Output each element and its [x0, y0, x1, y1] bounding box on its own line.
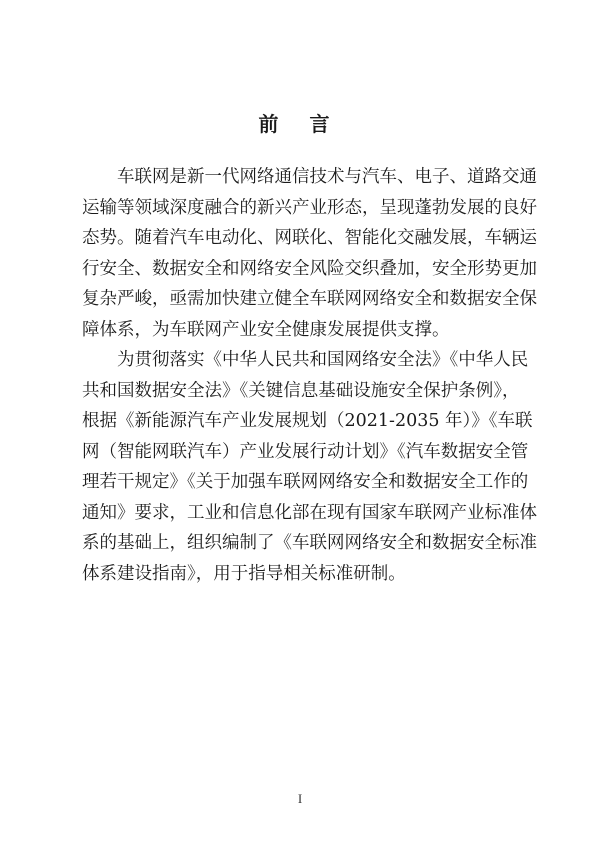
- page-number: I: [297, 791, 303, 806]
- text-line: 为贯彻落实《中华人民共和国网络安全法》《中华人民: [117, 350, 529, 370]
- text-line: 共和国数据安全法》《关键信息基础设施安全保护条例》，: [82, 380, 520, 401]
- text-line: 行安全、数据安全和网络安全风险交织叠加，安全形势更加: [82, 258, 537, 279]
- text-line: 理若干规定》《关于加强车联网网络安全和数据安全工作的: [82, 472, 529, 492]
- text-line: 根据《新能源汽车产业发展规划（2021-2035 年）》《车联: [82, 411, 533, 431]
- text-line: 车联网是新一代网络通信技术与汽车、电子、道路交通: [117, 167, 537, 187]
- body-text: [82, 162, 537, 589]
- text-line: 运输等领域深度融合的新兴产业形态，呈现蓬勃发展的良好: [82, 197, 537, 218]
- paragraph-1: [82, 162, 537, 345]
- text-line: 系的基础上，组织编制了《车联网网络安全和数据安全标准: [82, 533, 537, 553]
- text-line: 通知》要求，工业和信息化部在现有国家车联网产业标准体: [82, 502, 537, 523]
- text-line: 障体系，为车联网产业安全健康发展提供支撑。: [82, 319, 450, 340]
- page-title: 前 言: [258, 112, 342, 136]
- text-line: 态势。随着汽车电动化、网联化、智能化交融发展，车辆运: [82, 228, 537, 248]
- paragraph-2: [82, 345, 537, 589]
- text-line: 复杂严峻，亟需加快建立健全车联网网络安全和数据安全保: [82, 289, 537, 309]
- text-line: 体系建设指南》，用于指导相关标准研制。: [82, 563, 406, 584]
- text-line: 网（智能网联汽车）产业发展行动计划》《汽车数据安全管: [82, 441, 529, 462]
